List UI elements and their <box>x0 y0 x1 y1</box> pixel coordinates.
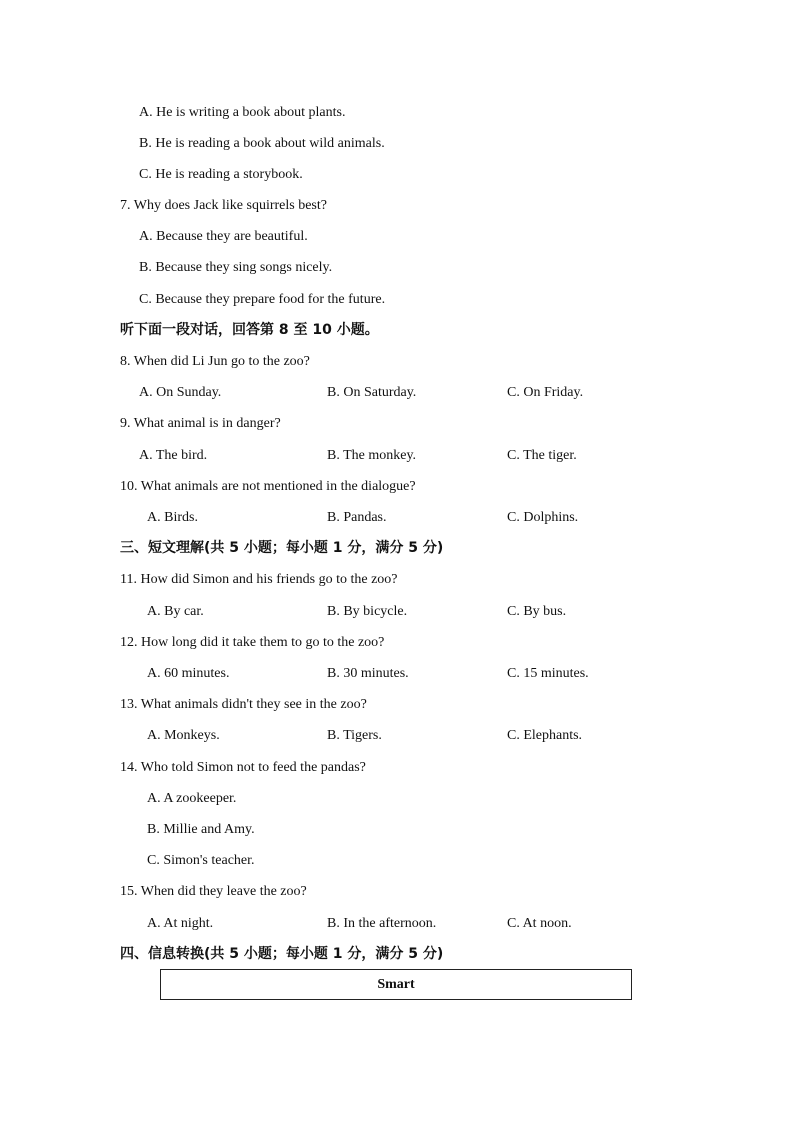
q10-option-c: C. Dolphins. <box>507 510 579 525</box>
q15-option-c: C. At noon. <box>507 916 572 931</box>
q14-question: 14. Who told Simon not to feed the pandas? <box>120 760 366 775</box>
q10-option-b: B. Pandas. <box>327 510 387 525</box>
section-3-title: 三、短文理解(共 5 小题；每小题 1 分，满分 5 分) <box>120 540 444 556</box>
q9-question: 9. What animal is in danger? <box>120 416 281 431</box>
q15-option-a: A. At night. <box>147 916 214 931</box>
q6-option-a: A. He is writing a book about plants. <box>139 105 346 120</box>
q11-option-a: A. By car. <box>147 604 204 619</box>
listening-instruction: 听下面一段对话，回答第 8 至 10 小题。 <box>120 322 379 338</box>
q12-option-c: C. 15 minutes. <box>507 666 589 681</box>
q14-option-a: A. A zookeeper. <box>147 791 237 806</box>
q8-option-b: B. On Saturday. <box>327 385 417 400</box>
section-4-title: 四、信息转换(共 5 小题；每小题 1 分，满分 5 分) <box>120 946 444 962</box>
q8-option-c: C. On Friday. <box>507 385 584 400</box>
q12-question: 12. How long did it take them to go to the zoo? <box>120 635 385 650</box>
q14-option-b: B. Millie and Amy. <box>147 822 255 837</box>
q10-option-a: A. Birds. <box>147 510 198 525</box>
q9-option-a: A. The bird. <box>139 448 208 463</box>
q8-option-a: A. On Sunday. <box>139 385 222 400</box>
q11-question: 11. How did Simon and his friends go to the zoo? <box>120 572 398 587</box>
info-table <box>160 969 632 1000</box>
q13-question: 13. What animals didn't they see in the zoo? <box>120 697 367 712</box>
q9-option-b: B. The monkey. <box>327 448 417 463</box>
q12-option-a: A. 60 minutes. <box>147 666 230 681</box>
q9-option-c: C. The tiger. <box>507 448 577 463</box>
q7-option-b: B. Because they sing songs nicely. <box>139 260 333 275</box>
q11-option-b: B. By bicycle. <box>327 604 408 619</box>
q7-option-c: C. Because they prepare food for the future. <box>139 292 386 307</box>
q12-option-b: B. 30 minutes. <box>327 666 409 681</box>
q7-question: 7. Why does Jack like squirrels best? <box>120 198 327 213</box>
q11-option-c: C. By bus. <box>507 604 567 619</box>
q6-option-b: B. He is reading a book about wild animals. <box>139 136 385 151</box>
q8-question: 8. When did Li Jun go to the zoo? <box>120 354 310 369</box>
q7-option-a: A. Because they are beautiful. <box>139 229 308 244</box>
q15-question: 15. When did they leave the zoo? <box>120 884 307 899</box>
info-table-title: Smart <box>377 977 415 992</box>
q6-option-c: C. He is reading a storybook. <box>139 167 303 182</box>
q13-option-a: A. Monkeys. <box>147 728 220 743</box>
q10-question: 10. What animals are not mentioned in the dialogue? <box>120 479 416 494</box>
q14-option-c: C. Simon's teacher. <box>147 853 255 868</box>
q13-option-c: C. Elephants. <box>507 728 583 743</box>
q13-option-b: B. Tigers. <box>327 728 382 743</box>
q15-option-b: B. In the afternoon. <box>327 916 437 931</box>
